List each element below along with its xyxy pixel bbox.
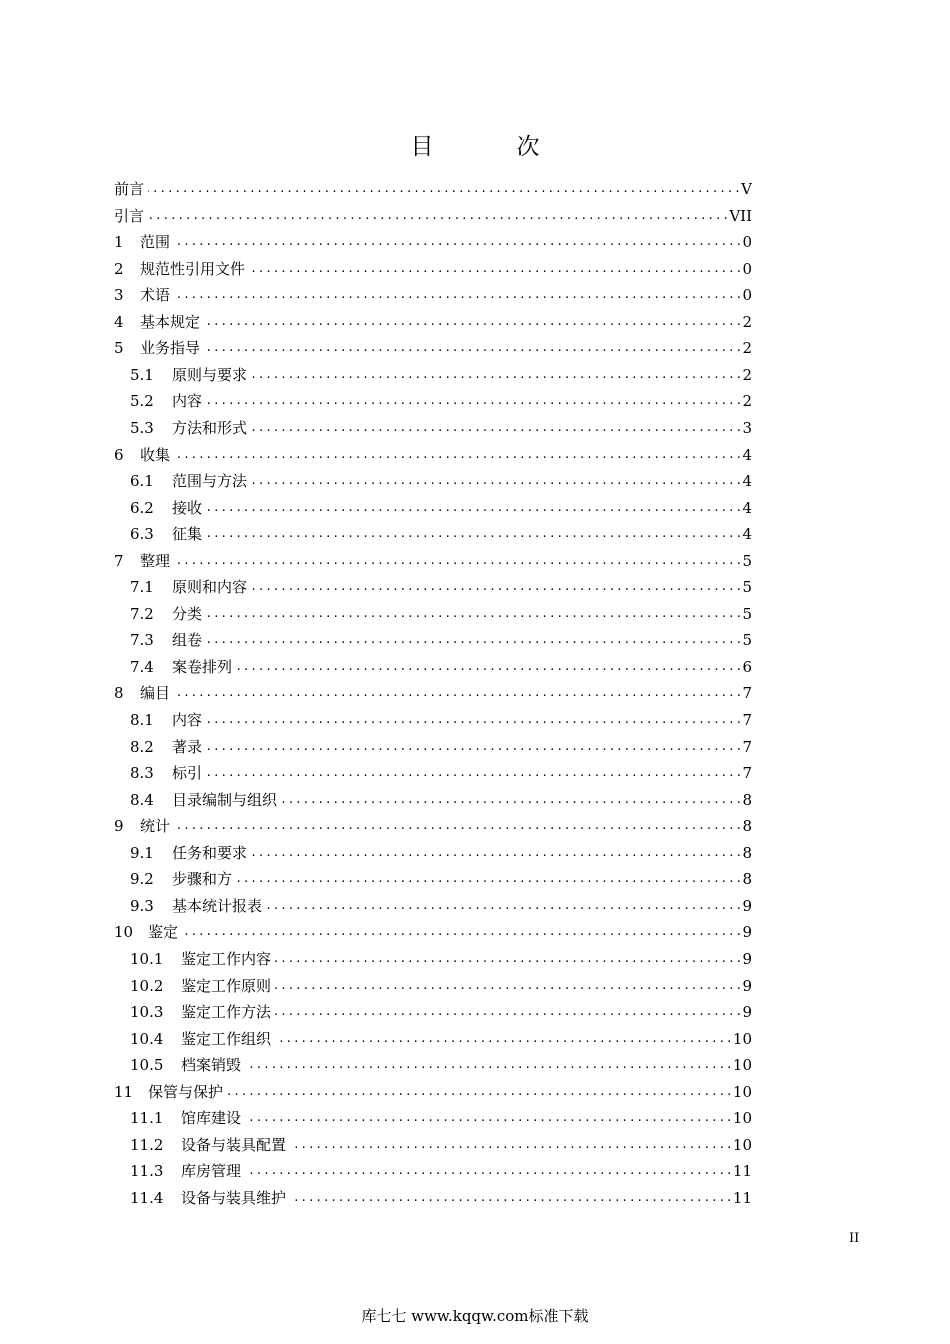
toc-leader-dots [245,1052,731,1078]
toc-entry-number: 8.2 [130,737,154,756]
toc-entry-page: 0 [742,233,752,252]
toc-entry-page: 9 [742,896,752,915]
toc-leader-dots [236,654,740,680]
toc-entry-label: 前言 [114,180,145,198]
toc-entry-label: 步骤和方 [172,870,233,889]
toc-entry-label: 案卷排列 [172,657,233,676]
footer-watermark: 库七七 www.kqqw.com标准下载 [361,1307,589,1325]
toc-entry-label: 目录编制与组织 [172,790,278,809]
toc-entry-page: 2 [742,392,752,411]
toc-entry-label: 鉴定工作组织 [181,1029,272,1048]
toc-entry-page: 2 [742,365,752,384]
toc-entry[interactable] [114,335,752,361]
toc-entry[interactable] [114,548,752,574]
toc-entry-number: 10.5 [130,1056,164,1075]
toc-entry[interactable] [114,627,752,653]
toc-leader-dots [275,999,740,1025]
toc-leader-dots [290,1185,731,1211]
toc-leader-dots [251,574,740,600]
toc-entry-label: 基本规定 [140,312,201,331]
toc-entry-label: 原则与要求 [172,365,248,384]
toc-entry-number: 11.1 [130,1109,164,1128]
toc-entry-number: 6.2 [130,498,154,517]
toc-leader-dots [281,787,740,813]
toc-entry[interactable] [114,1185,752,1211]
toc-entry[interactable] [114,813,752,839]
toc-entry[interactable] [114,1052,752,1078]
toc-entry-page: 8 [742,843,752,862]
toc-entry-label: 档案销毁 [181,1056,242,1075]
toc-leader-dots [206,388,740,414]
toc-entry-number: 11 [114,1082,134,1101]
toc-entry-label: 鉴定工作原则 [181,976,272,995]
toc-entry-label: 鉴定 [148,923,179,942]
toc-entry-label: 设备与装具维护 [181,1188,287,1207]
toc-leader-dots [251,468,740,494]
toc-entry-number: 9.1 [130,843,154,862]
toc-entry-label: 库房管理 [181,1162,242,1181]
toc-entry-page: 6 [742,657,752,676]
toc-entry-label: 组卷 [172,631,203,650]
toc-entry-page: 9 [742,1003,752,1022]
toc-entry-number: 7.2 [130,604,154,623]
toc-entry[interactable] [114,442,752,468]
toc-entry[interactable] [114,468,752,494]
toc-entry[interactable] [114,203,752,229]
toc-entry-label: 标引 [172,764,203,783]
toc-entry[interactable] [114,309,752,335]
toc-entry-number: 10.2 [130,976,164,995]
toc-entry-page: 4 [742,498,752,517]
toc-entry-page: 11 [732,1188,752,1207]
toc-leader-dots [227,1079,731,1105]
toc-entry-label: 整理 [140,551,171,570]
toc-entry-number: 11.3 [130,1162,164,1181]
toc-entry[interactable] [114,229,752,255]
toc-entry-page: 8 [742,817,752,836]
toc-entry-number: 5 [114,339,124,358]
toc-leader-dots [266,893,740,919]
toc-entry-label: 业务指导 [140,339,201,358]
toc-entry-label: 鉴定工作内容 [181,949,272,968]
toc-entry-label: 鉴定工作方法 [181,1003,272,1022]
toc-leader-dots [251,362,740,388]
toc-leader-dots [206,601,740,627]
toc-entry-label: 统计 [140,817,171,836]
toc-leader-dots [148,203,727,229]
toc-entry-label: 方法和形式 [172,418,248,437]
toc-entry[interactable] [114,760,752,786]
toc-entry-number: 10.4 [130,1029,164,1048]
toc-leader-dots [204,335,740,361]
toc-entry-number: 2 [114,259,124,278]
toc-entry-label: 原则和内容 [172,578,248,597]
toc-entry-number: 3 [114,286,124,305]
toc-leader-dots [249,256,740,282]
toc-entry[interactable] [114,521,752,547]
toc-leader-dots [206,707,740,733]
toc-entry-number: 6.3 [130,525,154,544]
toc-entry-label: 术语 [140,286,171,305]
toc-entry[interactable] [114,256,752,282]
toc-entry[interactable] [114,601,752,627]
toc-leader-dots [290,1132,731,1158]
toc-entry-page: 10 [732,1029,752,1048]
toc-entry-label: 接收 [172,498,203,517]
toc-entry-number: 6 [114,445,124,464]
toc-entry-number: 8.4 [130,790,154,809]
toc-entry[interactable] [114,362,752,388]
toc-entry[interactable] [114,176,752,202]
toc-entry-page: 7 [742,737,752,756]
toc-entry[interactable] [114,946,752,972]
toc-entry[interactable] [114,973,752,999]
toc-entry-label: 引言 [114,206,145,225]
toc-leader-dots [206,521,740,547]
toc-leader-dots [251,840,740,866]
toc-entry[interactable] [114,734,752,760]
toc-entry-label: 保管与保护 [148,1082,224,1101]
toc-entry[interactable] [114,866,752,892]
toc-entry-label: 征集 [172,525,203,544]
toc-entry[interactable] [114,787,752,813]
toc-entry[interactable] [114,282,752,308]
toc-entry-page: 3 [742,418,752,437]
toc-entry-number: 6.1 [130,472,154,491]
toc-entry-page: 4 [742,445,752,464]
toc-entry-label: 基本统计报表 [172,896,263,915]
toc-leader-dots [245,1158,731,1184]
toc-entry-number: 7.4 [130,657,154,676]
toc-entry-number: 10.1 [130,949,164,968]
toc-entry-label: 编目 [140,684,171,703]
toc-leader-dots [174,282,740,308]
toc-entry-number: 11.4 [130,1188,164,1207]
toc-entry-label: 任务和要求 [172,843,248,862]
toc-entry[interactable] [114,1132,752,1158]
toc-leader-dots [206,627,740,653]
toc-entry[interactable] [114,1079,752,1105]
toc-entry-number: 9.3 [130,896,154,915]
toc-leader-dots [275,973,740,999]
toc-entry-number: 7.3 [130,631,154,650]
toc-entry[interactable] [114,415,752,441]
toc-entry[interactable] [114,388,752,414]
toc-entry-page: 9 [742,923,752,942]
toc-entry-label: 著录 [172,737,203,756]
toc-entry-label: 内容 [172,392,203,411]
toc-entry-page: 2 [742,339,752,358]
toc-entry-number: 7.1 [130,578,154,597]
toc-entry-label: 范围与方法 [172,472,248,491]
toc-entry-page: 8 [742,870,752,889]
toc-entry-number: 7 [114,551,124,570]
toc-entry-page: 7 [742,764,752,783]
toc-leader-dots [174,548,740,574]
toc-entry[interactable] [114,654,752,680]
page-number: II [849,1231,860,1246]
toc-entry-page: 10 [732,1082,752,1101]
toc-entry[interactable] [114,680,752,706]
toc-entry-page: 9 [742,976,752,995]
toc-entry-page: 8 [742,790,752,809]
toc-entry-label: 范围 [140,233,171,252]
toc-entry-number: 11.2 [130,1135,164,1154]
toc-entry-label: 分类 [172,604,203,623]
toc-leader-dots [206,760,740,786]
toc-entry-page: 4 [742,472,752,491]
toc-entry-page: 5 [742,631,752,650]
toc-entry[interactable] [114,1026,752,1052]
toc-leader-dots [148,176,739,202]
toc-entry-number: 9.2 [130,870,154,889]
toc-entry-number: 9 [114,817,124,836]
toc-entry-page: VII [729,206,752,225]
toc-leader-dots [182,919,740,945]
toc-entry[interactable] [114,574,752,600]
toc-entry-page: 7 [742,711,752,729]
toc-entry[interactable] [114,707,752,733]
toc-entry-number: 5.1 [130,365,154,384]
toc-entry[interactable] [114,1105,752,1131]
toc-leader-dots [275,1026,731,1052]
toc-entry-page: 10 [732,1135,752,1154]
toc-entry-label: 馆库建设 [181,1109,242,1128]
toc-leader-dots [236,866,740,892]
toc-entry-number: 5.3 [130,418,154,437]
toc-leader-dots [174,680,740,706]
toc-leader-dots [245,1105,731,1131]
toc-entry-page: 2 [742,312,752,331]
toc-entry[interactable] [114,1158,752,1184]
toc-entry-page: 4 [742,525,752,544]
toc-entry-number: 1 [114,233,124,252]
toc-entry-page: 9 [742,949,752,968]
toc-entry-number: 8.3 [130,764,154,783]
toc-entry-page: V [741,180,752,198]
toc-entry-label: 内容 [172,711,203,729]
toc-entry-number: 5.2 [130,392,154,411]
toc-entry-label: 设备与装具配置 [181,1135,287,1154]
toc-entry-page: 5 [742,578,752,597]
toc-entry[interactable] [114,840,752,866]
toc-entry-page: 0 [742,259,752,278]
toc-leader-dots [206,734,740,760]
toc-entry-label: 收集 [140,445,171,464]
toc-entry-number: 4 [114,312,124,331]
toc-leader-dots [251,415,740,441]
toc-entry-label: 规范性引用文件 [140,259,246,278]
toc-entry-page: 0 [742,286,752,305]
toc-entry[interactable] [114,495,752,521]
toc-entry-page: 10 [732,1056,752,1075]
toc-entry-page: 7 [742,684,752,703]
toc-entry-number: 10 [114,923,134,942]
toc-leader-dots [174,813,740,839]
toc-entry-page: 11 [732,1162,752,1181]
toc-entry-page: 5 [742,551,752,570]
page-title: 目 次 [410,134,570,160]
toc-leader-dots [174,442,740,468]
toc-entry-number: 8 [114,684,124,703]
toc-entry-number: 8.1 [130,711,154,729]
toc-leader-dots [275,946,740,972]
toc-entry-number: 10.3 [130,1003,164,1022]
toc-leader-dots [206,495,740,521]
toc-entry-page: 5 [742,604,752,623]
toc-entry[interactable] [114,999,752,1025]
toc-leader-dots [174,229,740,255]
toc-entry[interactable] [114,893,752,919]
toc-entry-page: 10 [732,1109,752,1128]
toc-leader-dots [204,309,740,335]
toc-entry[interactable] [114,919,752,945]
